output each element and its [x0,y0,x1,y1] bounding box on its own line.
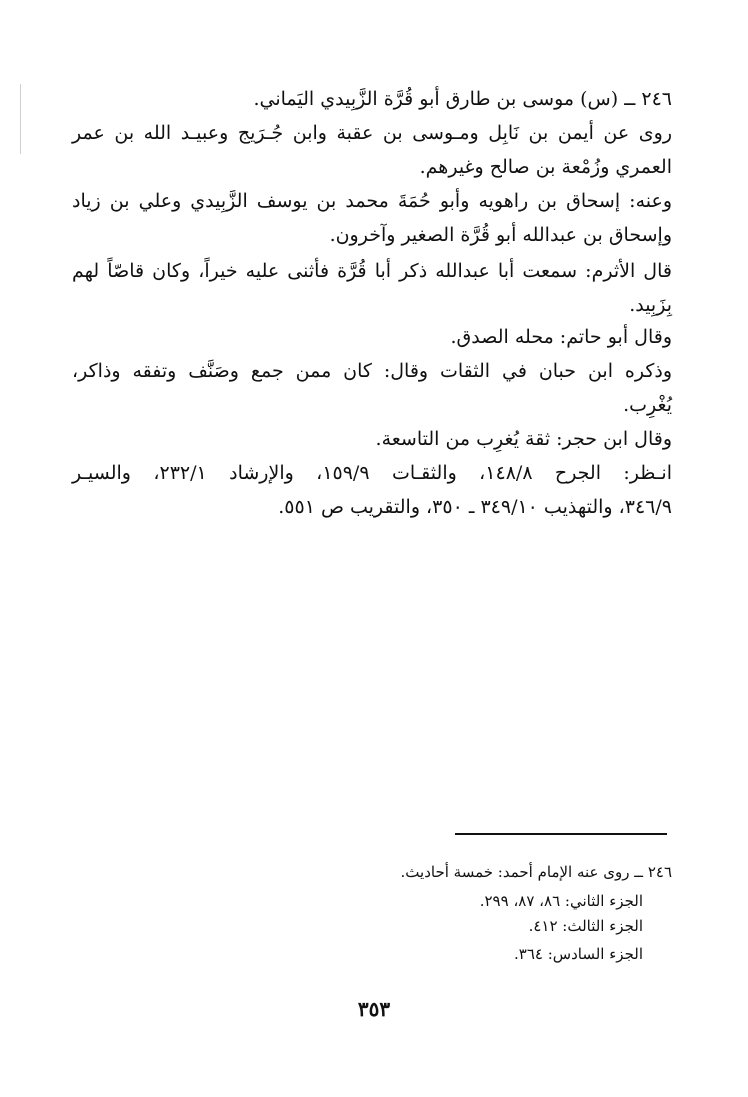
entry-references-line-2: ٣٤٦/٩، والتهذيب ٣٤٩/١٠ ـ ٣٥٠، والتقريب ص ٥٥١. [278,496,672,518]
entry-narrated-from-line-1: روى عن أيمن بن نَابِل ومـوسى بن عقبة وابن جُـرَيج وعبيـد الله بن عمر [72,122,672,144]
footnote-volume-3: الجزء الثالث: ٤١٢. [528,917,643,935]
footnote-heading: ٢٤٦ ــ روى عنه الإمام أحمد: خمسة أحاديث. [400,863,672,881]
footnote-volume-6: الجزء السادس: ٣٦٤. [514,945,643,963]
entry-ibn-hajar-line: وقال ابن حجر: ثقة يُغرِب من التاسعة. [375,428,672,450]
footnote-divider [455,833,667,835]
entry-ibn-hibban-line-2: يُغْرِب. [623,394,672,416]
entry-athram-line-2: بِزَبِيد. [629,294,672,316]
entry-abu-hatim-line: وقال أبو حاتم: محله الصدق. [450,326,672,348]
entry-ibn-hibban-line-1: وذكره ابن حبان في الثقات وقال: كان ممن جمع وصَنَّف وتفقه وذاكر، [72,360,672,382]
entry-heading: ٢٤٦ ــ (س) موسى بن طارق أبو قُرَّة الزَّبِيدي اليَماني. [253,88,672,110]
entry-athram-line-1: قال الأثرم: سمعت أبا عبدالله ذكر أبا قُرَّة فأثنى عليه خيراً، وكان قاصّاً لهم [72,260,672,282]
footnote-volume-2: الجزء الثاني: ٨٦، ٨٧، ٢٩٩. [479,892,643,910]
entry-references-line-1: انـظر: الجرح ١٤٨/٨، والثقـات ١٥٩/٩، والإرشاد ٢٣٢/١، والسيـر [72,462,673,484]
scan-margin-mark [20,84,21,154]
entry-narrators-line-1: وعنه: إسحاق بن راهويه وأبو حُمَةَ محمد بن يوسف الزَّبِيدي وعلي بن زياد [72,190,672,212]
entry-narrated-from-line-2: العمري وزُمْعة بن صالح وغيرهم. [419,156,672,178]
page-number: ٣٥٣ [357,997,391,1021]
entry-narrators-line-2: وإسحاق بن عبدالله أبو قُرَّة الصغير وآخرون. [329,224,672,246]
